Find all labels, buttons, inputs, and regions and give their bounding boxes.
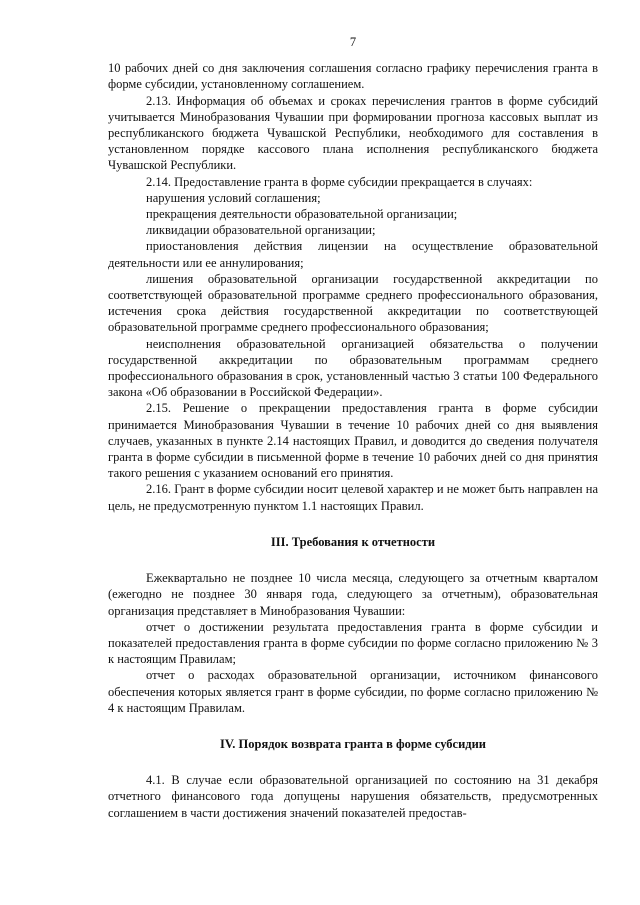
section-2-continuation xyxy=(108,60,598,514)
list-item: приостановления действия лицензии на осуществление образовательной деятельности или ее аннулирования; xyxy=(108,239,598,270)
paragraph: 2.13. Информация об объемах и сроках перечисления грантов в форме субсидий учитывается Минобразования Чувашии при формировании прогноза кассовых выплат из республиканского бюджета Чувашской Республики, необходимого для составления в установленном порядке кассового плана исполнения республиканского бюджета Чувашской Республики. xyxy=(108,93,598,173)
section-4-body xyxy=(108,772,598,821)
list-item: лишения образовательной организации государственной аккредитации по соответствующей образовательной программе среднего профессионального образования, истечения срока действия государственной аккредитации по соответствующей образовательной программе среднего профессионального образования; xyxy=(108,271,598,335)
paragraph: 2.14. Предоставление гранта в форме субсидии прекращается в случаях: xyxy=(146,174,533,189)
paragraph: 4.1. В случае если образовательной организацией по состоянию на 31 декабря отчетного финансового года допущены нарушения обязательств, предусмотренных соглашением в части достижения значений показателей предостав- xyxy=(108,773,598,820)
list-item: неисполнения образовательной организацией обязательства о получении государственной аккредитации по образовательным программам среднего профессионального образования в срок, установленный частью 3 статьи 100 Федерального закона «Об образовании в Российской Федерации». xyxy=(108,336,598,400)
list-item: отчет о расходах образовательной организации, источником финансового обеспечения которых является грант в форме субсидии, по форме согласно приложению № 4 к настоящим Правилам. xyxy=(108,668,598,715)
page-number: 7 xyxy=(349,35,357,49)
list-item: ликвидации образовательной организации; xyxy=(146,223,376,238)
paragraph: 2.16. Грант в форме субсидии носит целевой характер и не может быть направлен на цель, не предусмотренную пунктом 1.1 настоящих Правил. xyxy=(108,482,598,513)
paragraph: Ежеквартально не позднее 10 числа месяца, следующего за отчетным кварталом (ежегодно не позднее 30 января года, следующего за отчетным), образовательная организация представляет в Минобразования Чувашии: xyxy=(108,571,598,618)
list-item: отчет о достижении результата предоставления гранта в форме субсидии и показателей предоставления гранта в форме субсидии по форме согласно приложению № 3 к настоящим Правилам; xyxy=(108,619,598,667)
paragraph: 2.15. Решение о прекращении предоставления гранта в форме субсидии принимается Минобразования Чувашии в течение 10 рабочих дней со дня выявления случаев, указанных в пункте 2.14 настоящих Правил, и доводится до сведения получателя гранта в форме субсидии в письменной форме в течение 10 рабочих дней со дня принятия такого решения с указанием оснований его принятия. xyxy=(108,401,598,481)
section-heading-grant-return: IV. Порядок возврата гранта в форме субсидии xyxy=(219,736,487,751)
list-item: нарушения условий соглашения; xyxy=(146,190,321,205)
section-heading-reporting: III. Требования к отчетности xyxy=(270,534,436,549)
list-item: прекращения деятельности образовательной организации; xyxy=(146,207,458,222)
paragraph: 10 рабочих дней со дня заключения соглашения согласно графику перечисления гранта в форме субсидии, установленному соглашением. xyxy=(108,61,598,92)
section-3-body xyxy=(108,570,598,716)
document-page xyxy=(108,34,598,821)
